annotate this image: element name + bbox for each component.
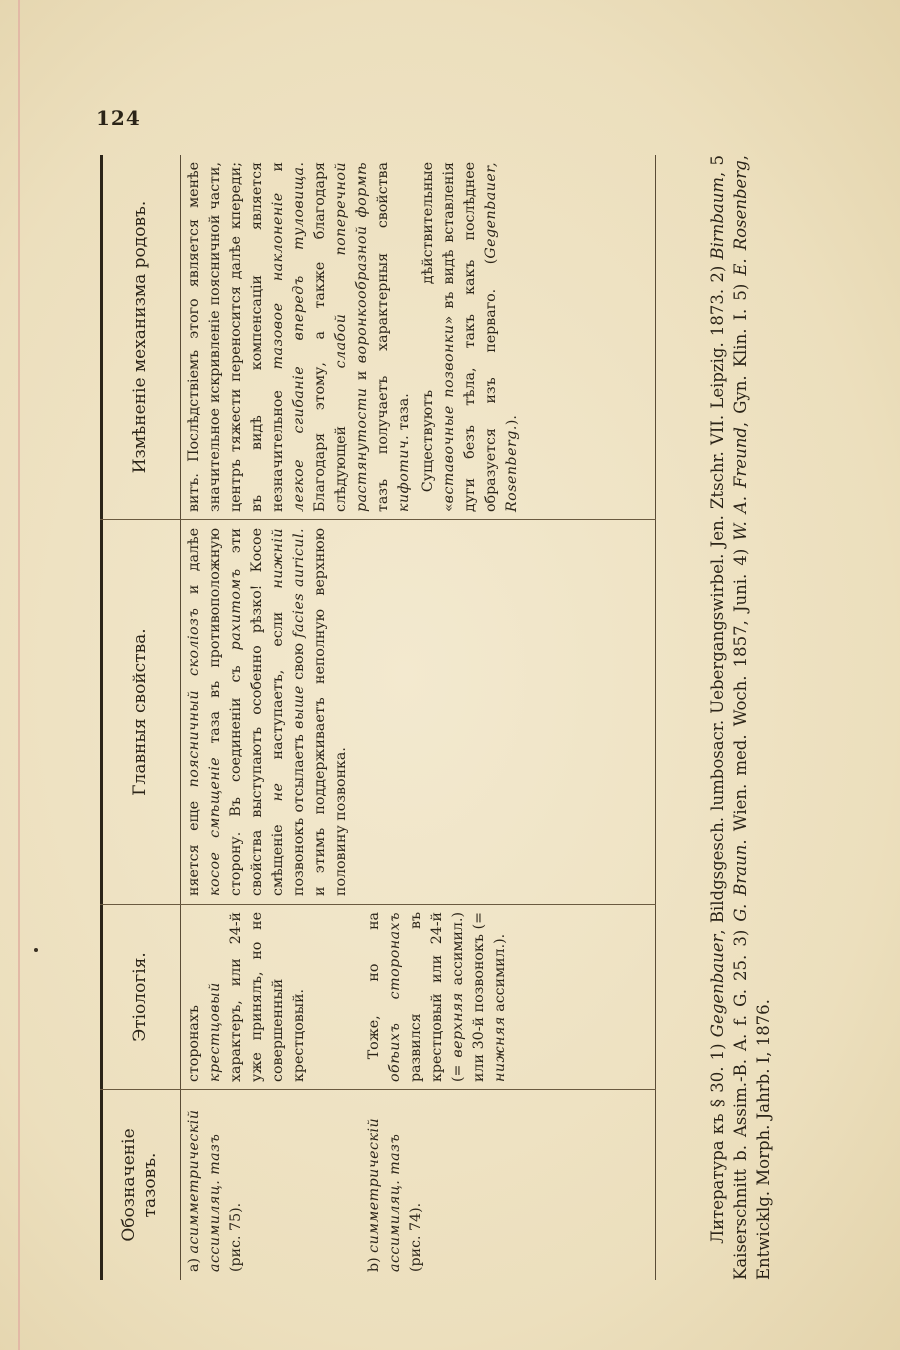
row-a-title: асимметрическій ассимиляц. тазъ [186, 1109, 223, 1272]
table-bottom-rule [655, 155, 656, 1280]
etiology-row-b: Тоже, но на обѣихъ сторонахъ развился въ крестцовый или 24-й (= верхняя ассимил.) или 30-й позвонокъ (= нижняя ассимил.). [366, 912, 508, 1082]
pelvis-classification-table [100, 155, 660, 1280]
literature-references: Литература къ § 30. 1) Gegenbauer, Bildgsgesch. lumbosacr. Uebergangswirbel. Jen. Ztschr. VII. Leipzig. 1873. 2) Birnbaum, 5 Kaiserschnitt b. Assim.-B. A. f. G. 25. 3) G. Braun. Wien. med. Woch. 1857, Juni. 4) W. A. Freund, Gyn. Klin. I. 5) E. Rosenberg, Entwicklg. Morph. Jahrb. I, 1876. [708, 155, 773, 1280]
main-properties-row-a: няется еще поясничный сколіозъ и далѣе косое смѣщеніе таза въ противоположную сторону. Въ соединеніи съ рахитомъ эти свойства выступаютъ особенно рѣзко! Косое смѣщеніе не наступаетъ, если нижній позвонокъ отсылаетъ выше свою facies auricul. и этимъ поддерживаетъ неполную верхнюю половину позвонка. [186, 527, 349, 896]
ink-speck [34, 948, 38, 952]
mechanism-paragraph-2: Существуютъ дѣйствительные «вставочные позвонки» въ видѣ вставленія дуги безъ тѣла, такъ какъ послѣднее образуется изъ перваго. (Gegenbauer, Rosenberg.). [420, 162, 520, 512]
column-separator [100, 519, 656, 520]
row-a-figure-ref: (рис. 75). [228, 1202, 244, 1272]
margin-line [18, 0, 20, 1350]
table-header-rule [180, 155, 181, 1280]
page-number: 124 [96, 106, 141, 130]
designation-row-a [184, 1096, 247, 1272]
row-b-marker: b) [366, 1257, 382, 1272]
header-designation: Обозначеніе тазовъ. [119, 1128, 160, 1242]
column-separator [100, 1089, 656, 1090]
row-a-marker: a) [186, 1258, 202, 1272]
column-separator [100, 904, 656, 905]
mechanism-paragraph-1: витъ. Послѣдствіемъ этого является менѣе значительное искривленіе поясничной части, центръ тяжести переносится далѣе кпереди; въ видѣ компенсаціи является незначительное тазовое наклоненіе и легкое сгибаніе впередъ туловища. Благодаря этому, а также благодаря слѣдующей слабой поперечной растянутости и воронкообразной формѣ тазъ получаетъ характерныя свойства кифотич. таза. [186, 162, 412, 512]
header-main-properties: Главныя свойства. [129, 628, 150, 796]
designation-row-b [364, 1096, 427, 1272]
mechanism-changes-column [184, 162, 526, 512]
header-mechanism-changes: Измѣненіе механизма родовъ. [129, 200, 150, 474]
rotated-page-content [100, 100, 800, 1280]
row-b-figure-ref: (рис. 74). [408, 1202, 424, 1272]
row-b-title: симметрическій ассимиляц. тазъ [366, 1117, 403, 1272]
etiology-row-a: сторонахъ крестцовый характеръ, или 24-й уже принялъ, но не совершенный крестцовый. [186, 912, 307, 1082]
header-etiology: Этіологія. [129, 952, 150, 1042]
